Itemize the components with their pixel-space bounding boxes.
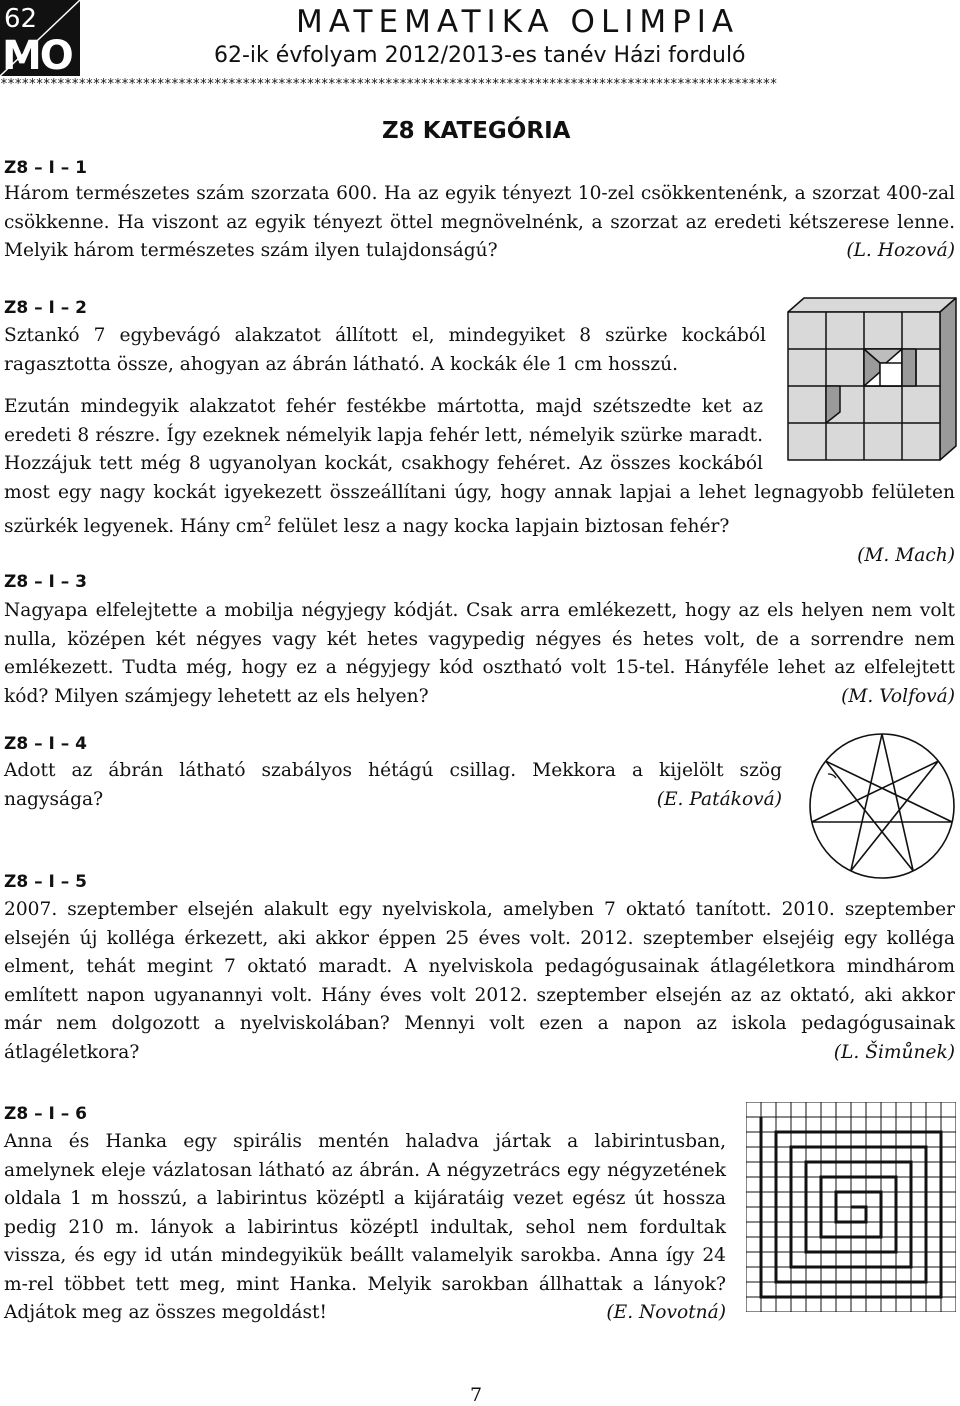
star-divider: ************************************************************************************************************* bbox=[0, 78, 777, 92]
problem-3-heading: Z8 – I – 3 bbox=[4, 572, 87, 592]
figure-spacer bbox=[763, 393, 955, 463]
page-title: MATEMATIKA OLIMPIA bbox=[296, 4, 740, 40]
problem-3-text bbox=[4, 597, 955, 711]
logo-number: 62 bbox=[4, 4, 38, 34]
problem-5-text bbox=[4, 896, 955, 1067]
logo bbox=[0, 0, 80, 79]
problem-5-heading: Z8 – I – 5 bbox=[4, 872, 87, 892]
problem-2-paragraph-1: Sztankó 7 egybevágó alakzatot állított el, mindegyiket 8 szürke kockából ragasztotta össze, ahogyan az ábrán látható. A kockák éle 1 cm hosszú. bbox=[4, 325, 766, 375]
problem-2-paragraph-2: Ezután mindegyik alakzatot fehér festékbe mártotta, majd szétszedte ket az eredeti 8 részre. Így ezeknek némelyik lapja fehér lett, némelyik szürke maradt. Hozzájuk tett még 8 ugyanolyan kockát, csakhogy fehéret. Az összes kockából most egy nagy kockát igyekezett összeállítani úgy, hogy annak lapjai a lehet legnagyobb felületen szürkék legyenek. Hány cm bbox=[4, 396, 955, 538]
problem-2-heading: Z8 – I – 2 bbox=[4, 298, 87, 318]
logo-letters: MO bbox=[2, 33, 72, 79]
problem-6-heading: Z8 – I – 6 bbox=[4, 1104, 87, 1124]
problem-2-paragraph-3: felület lesz a nagy kocka lapjain biztosan fehér? bbox=[271, 516, 730, 538]
category-heading: Z8 KATEGÓRIA bbox=[382, 118, 571, 144]
problem-2-text-b bbox=[4, 393, 955, 570]
problem-3-author: (M. Volfová) bbox=[841, 685, 955, 707]
spiral-maze-figure bbox=[746, 1102, 956, 1312]
problem-4-body: Adott az ábrán látható szabályos hétágú csillag. Mekkora a kijelölt szög nagysága? bbox=[4, 760, 782, 810]
problem-4-heading: Z8 – I – 4 bbox=[4, 734, 87, 754]
problem-6-text bbox=[4, 1128, 726, 1328]
problem-2-sup: 2 bbox=[263, 514, 272, 528]
problem-5-author: (L. Šimůnek) bbox=[833, 1041, 955, 1063]
problem-2-author: (M. Mach) bbox=[857, 544, 955, 566]
problem-1-body: Három természetes szám szorzata 600. Ha az egyik tényezt 10-zel csökkentenénk, a szorzat 400-zal csökkenne. Ha viszont az egyik tényezt öttel megnövelnénk, a szorzat az eredeti kétszerese lenne. Melyik három természetes szám ilyen tulajdonságú? bbox=[4, 183, 955, 261]
problem-1-text bbox=[4, 180, 955, 266]
problem-4-author: (E. Patáková) bbox=[656, 788, 782, 810]
problem-4-text bbox=[4, 757, 782, 814]
page-subtitle: 62-ik évfolyam 2012/2013-es tanév Házi forduló bbox=[214, 43, 746, 68]
problem-3-body: Nagyapa elfelejtette a mobilja négyjegy kódját. Csak arra emlékezett, hogy az els helyen nem volt nulla, középen két négyes vagy két hetes vagypedig négyes és hetes volt, de a sorrendre nem emlékezett. Tudta még, hogy ez a négyjegy kód osztható volt 15-tel. Hányféle lehet az elfelejtett kód? Milyen számjegy lehetett az els helyen? bbox=[4, 600, 955, 707]
problem-1-author: (L. Hozová) bbox=[846, 240, 955, 261]
problem-1-heading: Z8 – I – 1 bbox=[4, 158, 87, 178]
problem-6-body: Anna és Hanka egy spirális mentén haladva jártak a labirintusban, amelynek eleje vázlatosan látható az ábrán. A négyzetrács egy négyzetének oldala 1 m hosszú, a labirintus középtl a kijáratáig vezet egész út hossza pedig 210 m. lányok a labirintus középtl indultak, sehol nem fordultak vissza, és egy id után mindegyikük beállt valamelyik sarokba. Anna így 24 m-rel többet tett meg, mint Hanka. Melyik sarokban állhattak a lányok? Adjátok meg az összes megoldást! bbox=[4, 1131, 726, 1323]
heptagram-figure bbox=[806, 730, 958, 882]
problem-6-author: (E. Novotná) bbox=[606, 1302, 726, 1323]
page-number: 7 bbox=[470, 1384, 483, 1406]
problem-2-text-a bbox=[4, 322, 766, 379]
problem-5-body: 2007. szeptember elsején alakult egy nyelviskola, amelyben 7 oktató tanított. 2010. szeptember elsején új kolléga érkezett, aki akkor éppen 25 éves volt. 2012. szeptember elsejéig egy kolléga elment, tehát megint 7 oktató maradt. A nyelviskola pedagógusainak átlagéletkora mindhárom említett napon ugyanannyi volt. Hány éves volt 2012. szeptember elsején az az oktató, aki akkor már nem dolgozott a nyelviskolában? Mennyi volt ezen a napon az iskola pedagógusainak átlagéletkora? bbox=[4, 899, 955, 1063]
angle-marker-icon bbox=[828, 774, 836, 778]
